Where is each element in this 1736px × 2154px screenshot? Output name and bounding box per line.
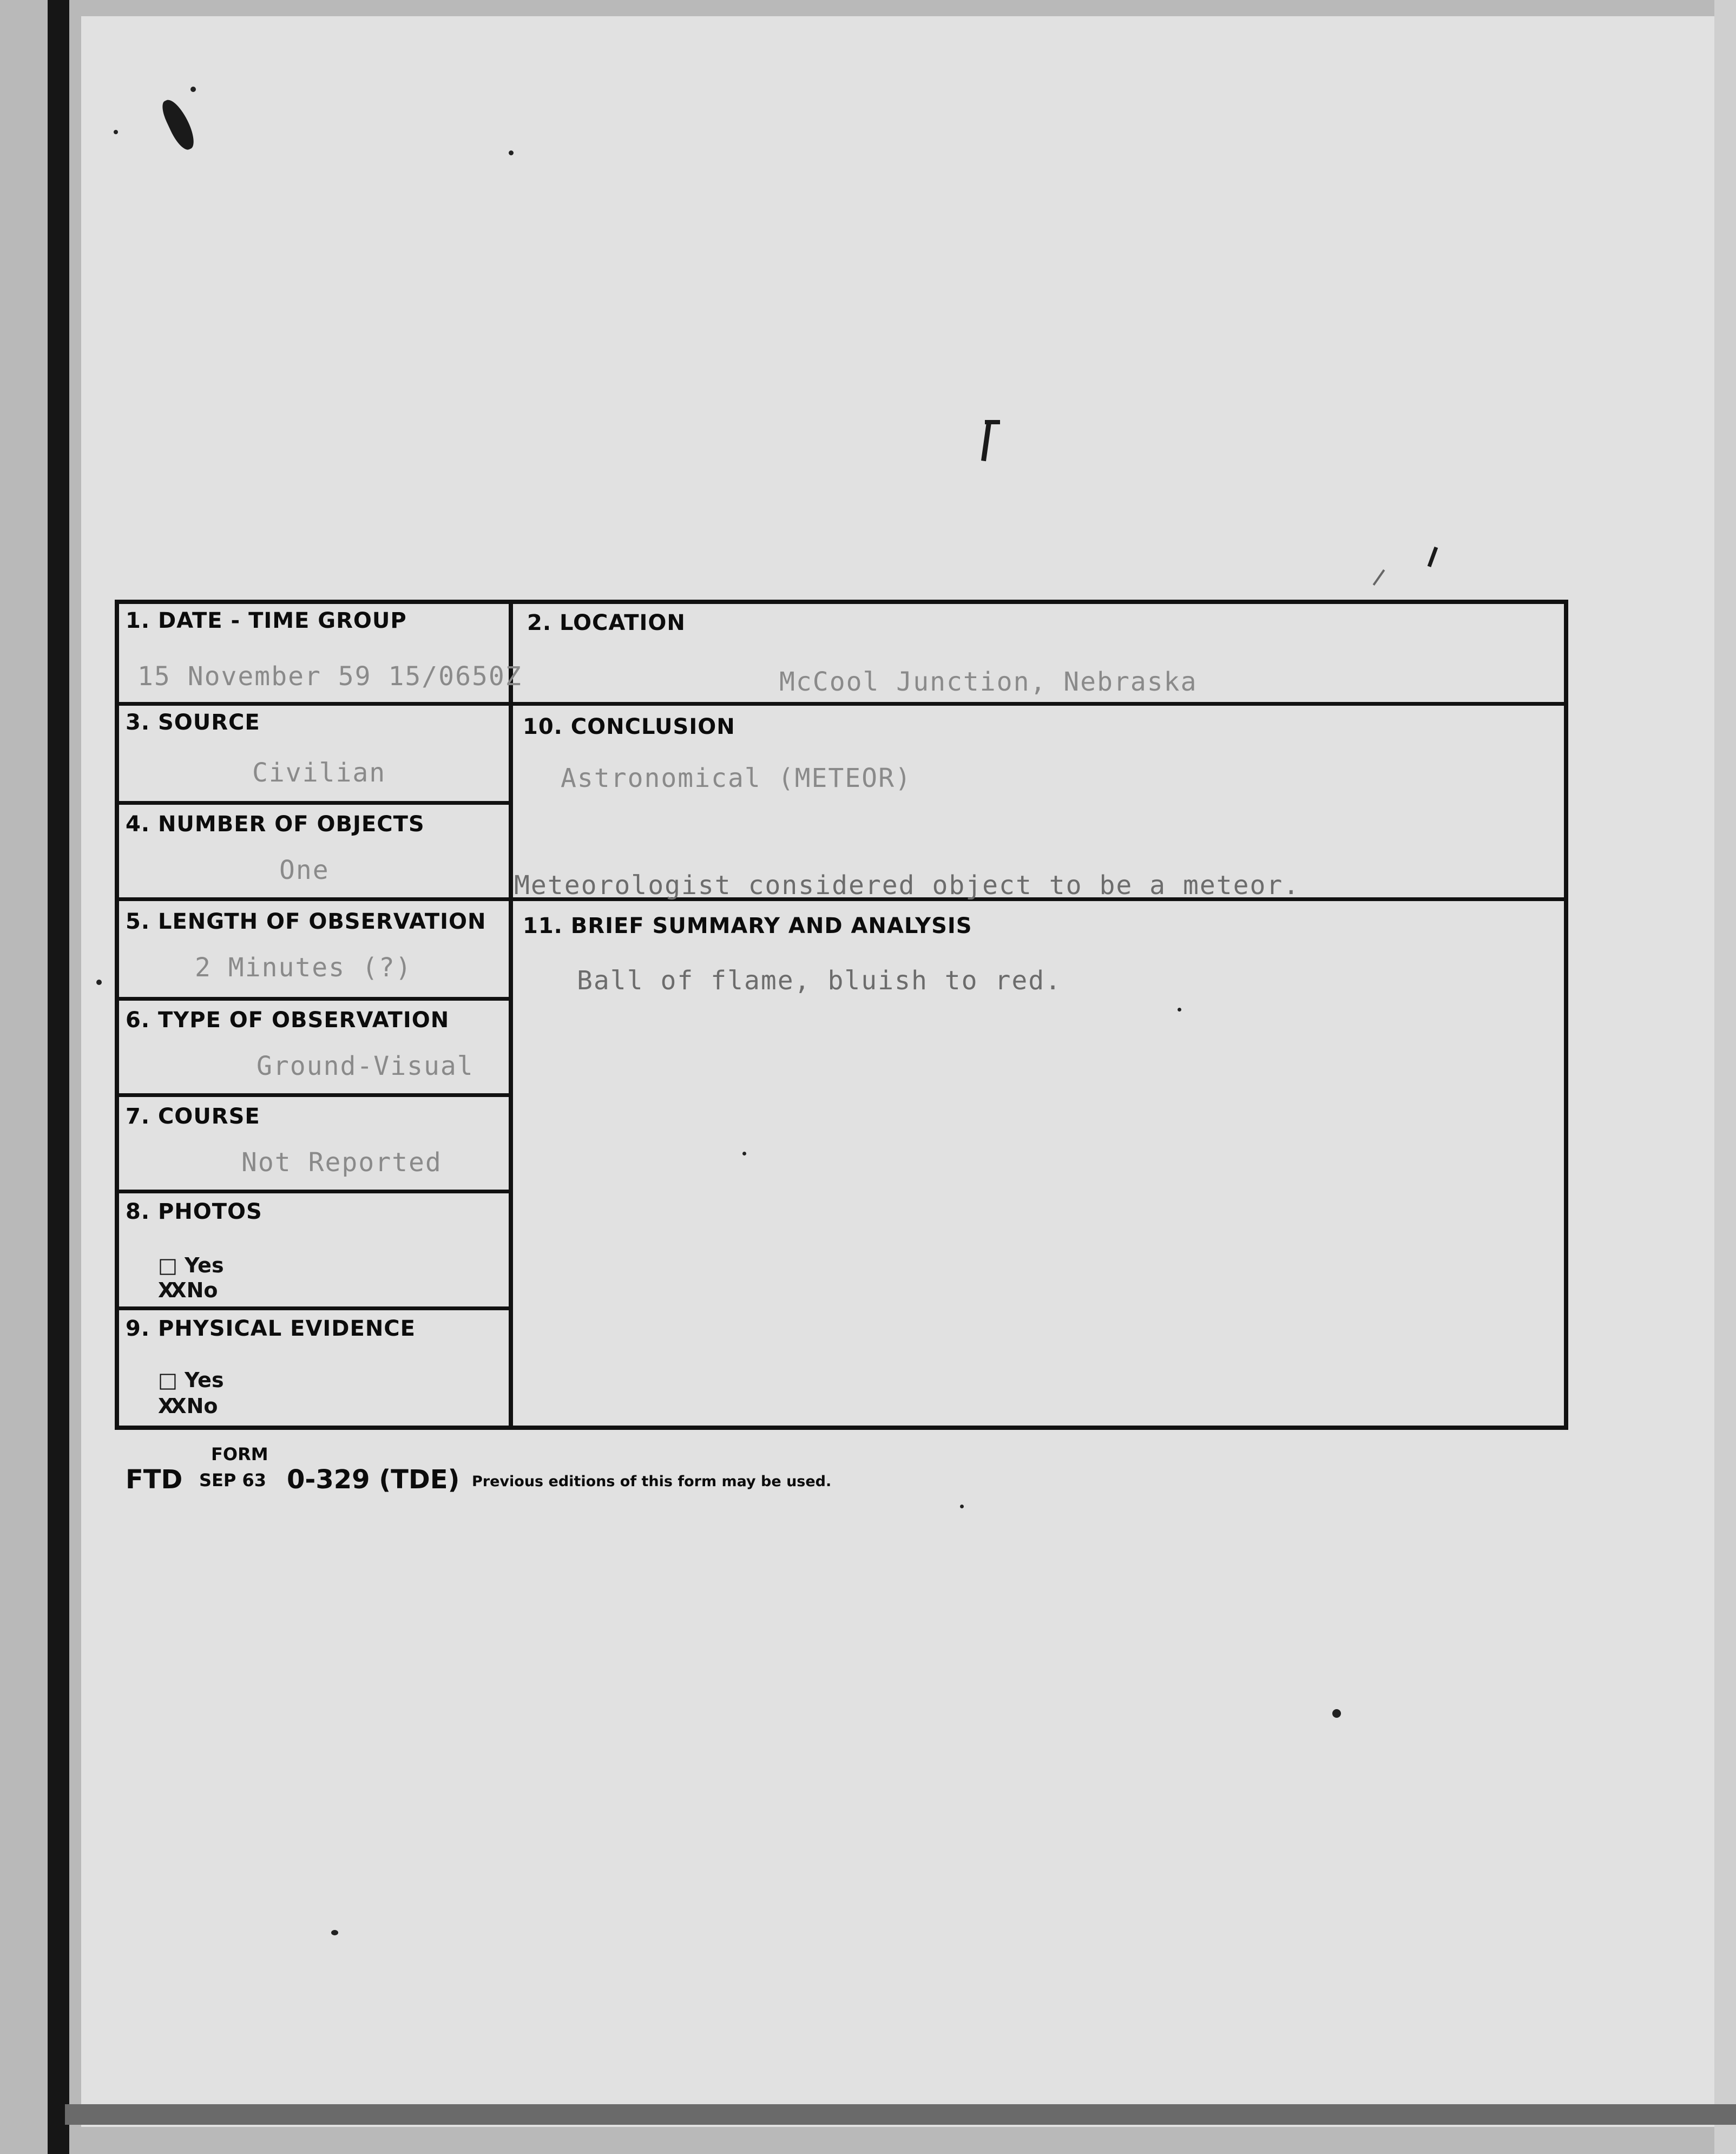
conclusion-label: 10. CONCLUSION xyxy=(523,714,735,739)
conclusion-note: Meteorologist considered object to be a meteor. xyxy=(514,870,1300,901)
scan-left-edge xyxy=(48,0,69,2154)
course-value: Not Reported xyxy=(241,1147,442,1178)
divider-source xyxy=(115,801,513,805)
length-of-observation-value: 2 Minutes (?) xyxy=(195,953,412,983)
evidence-no-checked-mark: XX xyxy=(158,1394,183,1418)
length-of-observation-label: 5. LENGTH OF OBSERVATION xyxy=(126,909,486,934)
type-of-observation-value: Ground-Visual xyxy=(257,1051,474,1081)
footer-note: Previous editions of this form may be used. xyxy=(472,1473,832,1490)
type-of-observation-label: 6. TYPE OF OBSERVATION xyxy=(126,1008,450,1033)
scan-mark-stroke-top xyxy=(985,420,1000,424)
date-time-value: 15 November 59 15/0650Z xyxy=(137,661,522,692)
footer-form-number: 0-329 (TDE) xyxy=(287,1465,460,1495)
footer-form-word: FORM xyxy=(211,1444,268,1465)
divider-photos xyxy=(115,1306,513,1310)
summary-value: Ball of flame, bluish to red. xyxy=(577,966,1062,996)
evidence-yes-label: Yes xyxy=(185,1368,224,1392)
divider-length xyxy=(115,997,513,1001)
divider-type xyxy=(115,1093,513,1097)
summary-label: 11. BRIEF SUMMARY AND ANALYSIS xyxy=(523,914,972,938)
footer-date: SEP 63 xyxy=(199,1470,267,1490)
number-of-objects-label: 4. NUMBER OF OBJECTS xyxy=(126,812,425,837)
course-label: 7. COURSE xyxy=(126,1104,260,1129)
photos-no-option[interactable] xyxy=(158,1278,218,1302)
photos-label: 8. PHOTOS xyxy=(126,1199,262,1224)
number-of-objects-value: One xyxy=(279,855,330,885)
photos-yes-label: Yes xyxy=(185,1253,224,1277)
photos-yes-checkbox-icon: □ xyxy=(158,1253,177,1277)
scan-speck xyxy=(509,150,514,155)
scan-speck xyxy=(190,87,196,92)
scan-speck xyxy=(114,130,118,134)
divider-header xyxy=(115,702,1568,706)
source-value: Civilian xyxy=(252,758,386,788)
evidence-yes-checkbox-icon: □ xyxy=(158,1368,177,1392)
photos-no-label: No xyxy=(186,1278,218,1302)
divider-course xyxy=(115,1190,513,1193)
location-value: McCool Junction, Nebraska xyxy=(779,667,1198,697)
scan-speck xyxy=(96,980,102,985)
source-label: 3. SOURCE xyxy=(126,710,260,735)
evidence-no-label: No xyxy=(186,1394,218,1418)
location-label: 2. LOCATION xyxy=(527,610,686,635)
scan-speck xyxy=(960,1505,964,1508)
scan-right-edge xyxy=(1714,0,1736,2154)
scan-bottom-edge xyxy=(65,2104,1736,2125)
scan-speck xyxy=(1332,1709,1341,1718)
physical-evidence-label: 9. PHYSICAL EVIDENCE xyxy=(126,1316,416,1341)
footer-ftd: FTD xyxy=(126,1465,183,1495)
photos-no-checked-mark: XX xyxy=(158,1278,183,1302)
scan-speck xyxy=(331,1930,338,1935)
conclusion-value: Astronomical (METEOR) xyxy=(561,763,912,793)
date-time-label: 1. DATE - TIME GROUP xyxy=(126,608,407,633)
photos-yes-option[interactable] xyxy=(158,1253,224,1277)
column-divider xyxy=(509,600,513,1430)
evidence-yes-option[interactable] xyxy=(158,1368,224,1392)
evidence-no-option[interactable] xyxy=(158,1394,218,1418)
